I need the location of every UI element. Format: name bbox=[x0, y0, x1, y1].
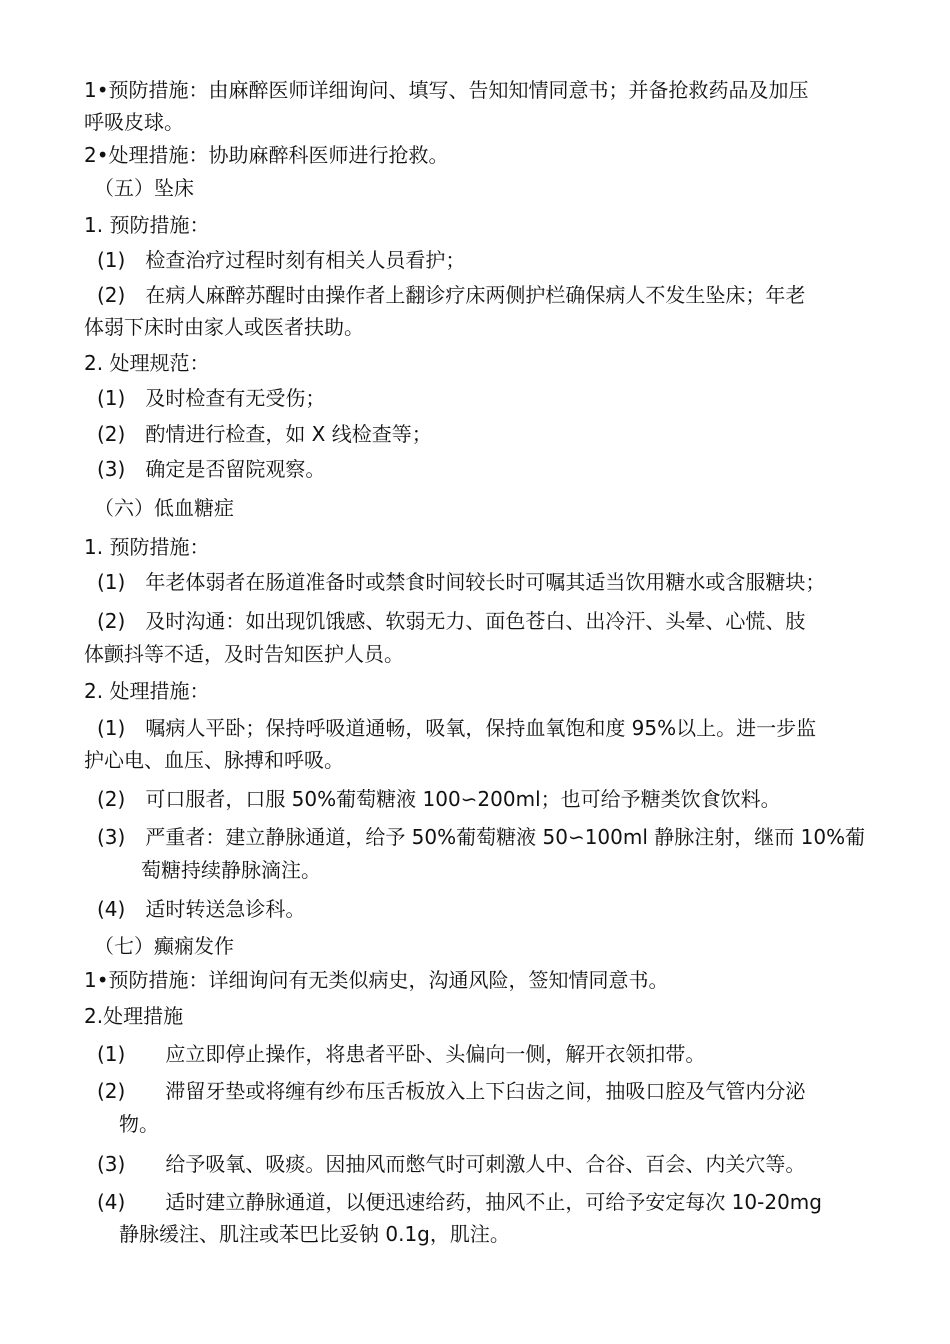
list-item: (4) 适时转送急诊科。 bbox=[97, 897, 306, 921]
text-line: 体颤抖等不适，及时告知医护人员。 bbox=[84, 642, 404, 666]
section-heading: （七）癫痫发作 bbox=[94, 934, 234, 958]
text-line: 体弱下床时由家人或医者扶助。 bbox=[84, 315, 364, 339]
list-item: (4) 适时建立静脉通道，以便迅速给药，抽风不止，可给予安定每次 10-20mg bbox=[97, 1190, 822, 1214]
text-line: 1•预防措施：由麻醉医师详细询问、填写、告知知情同意书；并备抢救药品及加压 bbox=[84, 78, 809, 102]
list-item: (2) 在病人麻醉苏醒时由操作者上翻诊疗床两侧护栏确保病人不发生坠床；年老 bbox=[97, 283, 806, 307]
list-item: (2) 酌情进行检查，如 X 线检查等； bbox=[97, 422, 432, 446]
list-item: (1) 嘱病人平卧；保持呼吸道通畅，吸氧，保持血氧饱和度 95%以上。进一步监 bbox=[97, 716, 817, 740]
text-line: 1. 预防措施： bbox=[84, 535, 210, 559]
list-item: (2) 滞留牙垫或将缠有纱布压舌板放入上下臼齿之间，抽吸口腔及气管内分泌 bbox=[97, 1079, 806, 1103]
list-item: (1) 年老体弱者在肠道准备时或禁食时间较长时可嘱其适当饮用糖水或含服糖块； bbox=[97, 570, 826, 594]
text-line: 萄糖持续静脉滴注。 bbox=[141, 858, 321, 882]
list-item: (2) 及时沟通：如出现饥饿感、软弱无力、面色苍白、出冷汗、头晕、心慌、肢 bbox=[97, 609, 806, 633]
section-heading: （六）低血糖症 bbox=[94, 496, 234, 520]
text-line: 1. 预防措施： bbox=[84, 213, 210, 237]
section-heading: （五）坠床 bbox=[94, 176, 194, 200]
list-item: (3) 确定是否留院观察。 bbox=[97, 457, 326, 481]
list-item: (3) 给予吸氧、吸痰。因抽风而憋气时可刺激人中、合谷、百会、内关穴等。 bbox=[97, 1152, 806, 1176]
list-item: (1) 应立即停止操作，将患者平卧、头偏向一侧，解开衣领扣带。 bbox=[97, 1042, 706, 1066]
list-item: (2) 可口服者，口服 50%葡萄糖液 100∽200ml；也可给予糖类饮食饮料。 bbox=[97, 787, 781, 811]
text-line: 呼吸皮球。 bbox=[84, 110, 184, 134]
text-line: 2•处理措施：协助麻醉科医师进行抢救。 bbox=[84, 143, 449, 167]
text-line: 2. 处理规范： bbox=[84, 351, 210, 375]
text-line: 2.处理措施 bbox=[84, 1004, 184, 1028]
list-item: (1) 检查治疗过程时刻有相关人员看护； bbox=[97, 248, 466, 272]
text-line: 2. 处理措施： bbox=[84, 679, 210, 703]
text-line: 静脉缓注、肌注或苯巴比妥钠 0.1g，肌注。 bbox=[119, 1222, 510, 1246]
list-item: (1) 及时检查有无受伤； bbox=[97, 386, 326, 410]
list-item: (3) 严重者：建立静脉通道，给予 50%葡萄糖液 50∽100ml 静脉注射，继而 10%葡 bbox=[97, 825, 866, 849]
text-line: 1•预防措施：详细询问有无类似病史，沟通风险，签知情同意书。 bbox=[84, 968, 669, 992]
text-line: 护心电、血压、脉搏和呼吸。 bbox=[84, 748, 344, 772]
text-line: 物。 bbox=[119, 1112, 159, 1136]
